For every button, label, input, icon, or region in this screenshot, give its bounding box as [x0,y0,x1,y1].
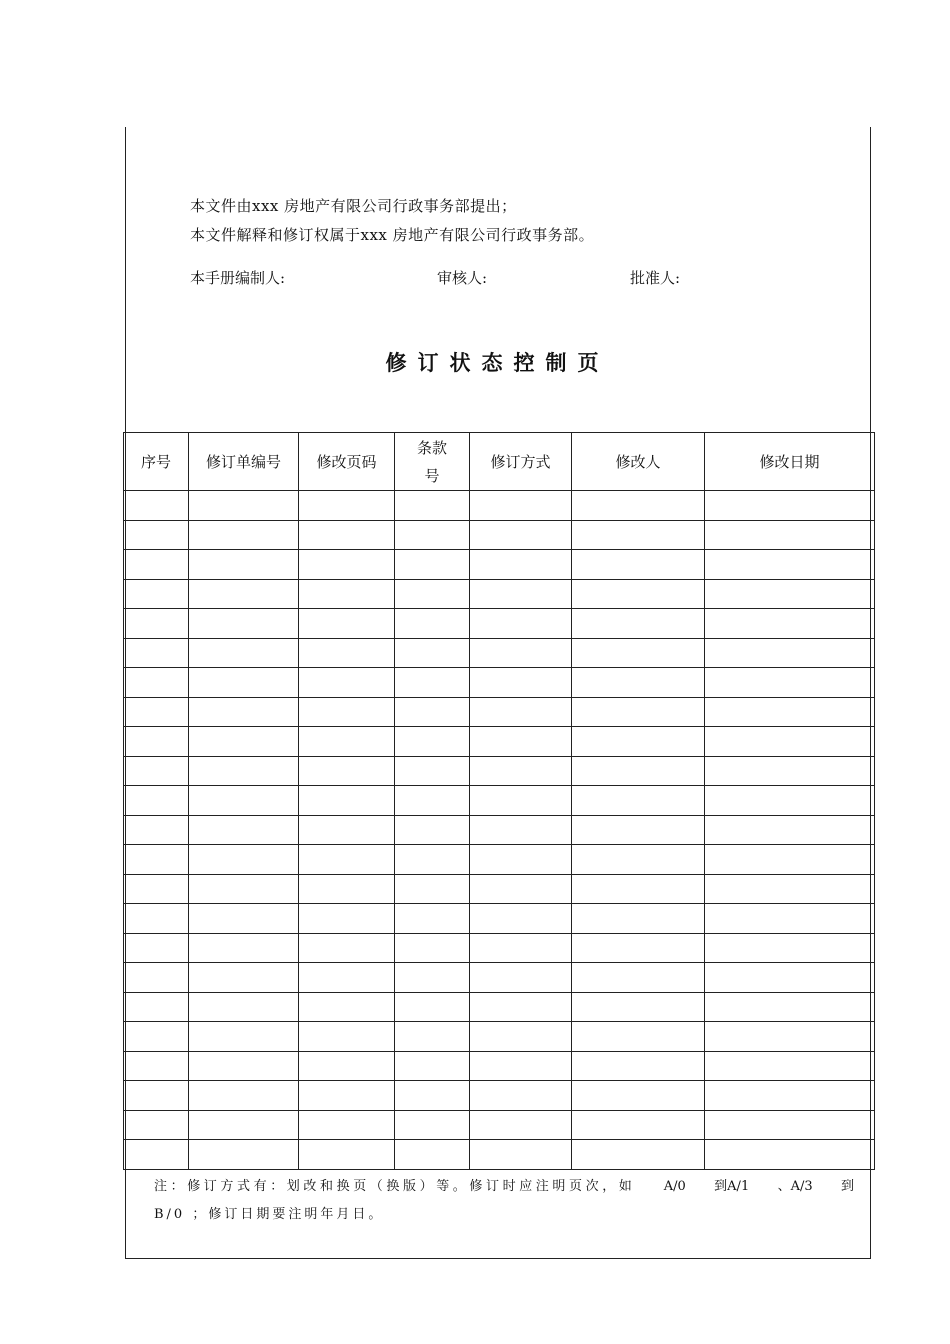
table-cell[interactable] [705,1022,875,1052]
revision-table [123,432,875,1170]
table-cell[interactable] [189,933,299,963]
table-cell[interactable] [299,933,395,963]
table-cell[interactable] [470,992,572,1022]
table-cell[interactable] [189,550,299,580]
note-ref-a1: 到A/1 [714,1179,750,1194]
table-cell[interactable] [572,550,705,580]
table-row [124,520,875,550]
table-cell[interactable] [705,786,875,816]
table-cell[interactable] [470,933,572,963]
table-cell[interactable] [189,697,299,727]
table-cell[interactable] [124,1081,189,1111]
table-header-row [124,433,875,491]
table-cell[interactable] [470,1140,572,1170]
reviewer-label: 审核人: [437,269,488,287]
table-cell[interactable] [572,1051,705,1081]
table-cell[interactable] [124,963,189,993]
table-cell[interactable] [572,756,705,786]
table-cell[interactable] [299,786,395,816]
table-cell[interactable] [299,1051,395,1081]
table-row [124,933,875,963]
table-cell[interactable] [299,992,395,1022]
table-cell[interactable] [572,1110,705,1140]
table-cell[interactable] [470,963,572,993]
table-cell[interactable] [189,1022,299,1052]
table-cell[interactable] [124,520,189,550]
table-cell[interactable] [395,786,470,816]
table-cell[interactable] [124,727,189,757]
table-row [124,1022,875,1052]
note [154,1173,854,1229]
table-cell[interactable] [705,904,875,934]
table-cell[interactable] [705,874,875,904]
table-cell[interactable] [470,609,572,639]
table-row [124,609,875,639]
table-cell[interactable] [124,845,189,875]
header-modified-date: 修改日期 [705,433,875,491]
table-cell[interactable] [189,1051,299,1081]
table-cell[interactable] [299,904,395,934]
table-row [124,874,875,904]
table-cell[interactable] [572,697,705,727]
table-cell[interactable] [124,638,189,668]
table-row [124,727,875,757]
table-cell[interactable] [124,874,189,904]
table-cell[interactable] [395,638,470,668]
table-cell[interactable] [189,609,299,639]
table-cell[interactable] [124,668,189,698]
table-cell[interactable] [299,550,395,580]
table-cell[interactable] [189,638,299,668]
table-cell[interactable] [124,550,189,580]
table-cell[interactable] [124,904,189,934]
table-cell[interactable] [470,815,572,845]
table-cell[interactable] [470,1110,572,1140]
table-cell[interactable] [189,756,299,786]
page-title: 修订状态控制页 [385,350,610,375]
table-cell[interactable] [299,520,395,550]
table-cell[interactable] [470,579,572,609]
table-row [124,1140,875,1170]
table-cell[interactable] [572,491,705,521]
table-cell[interactable] [572,668,705,698]
table-cell[interactable] [470,756,572,786]
table-cell[interactable] [395,697,470,727]
note-ref-a3: 、A/3 [777,1179,813,1194]
table-cell[interactable] [705,638,875,668]
table-cell[interactable] [189,963,299,993]
table-row [124,1051,875,1081]
table-cell[interactable] [395,1051,470,1081]
table-cell[interactable] [299,697,395,727]
table-cell[interactable] [395,992,470,1022]
table-cell[interactable] [705,550,875,580]
intro-line-2: 本文件解释和修订权属于xxx 房地产有限公司行政事务部。 [190,226,595,244]
table-row [124,1110,875,1140]
table-cell[interactable] [124,933,189,963]
table-cell[interactable] [189,815,299,845]
table-cell[interactable] [572,727,705,757]
table-cell[interactable] [572,579,705,609]
table-cell[interactable] [470,1081,572,1111]
table-cell[interactable] [705,727,875,757]
table-cell[interactable] [705,697,875,727]
table-cell[interactable] [124,786,189,816]
table-cell[interactable] [705,609,875,639]
table-cell[interactable] [299,1110,395,1140]
table-cell[interactable] [572,1022,705,1052]
note-line-2: B/0 ；修订日期要注明年月日。 [154,1207,385,1222]
table-cell[interactable] [470,1022,572,1052]
table-cell[interactable] [395,874,470,904]
table-cell[interactable] [705,520,875,550]
table-row [124,697,875,727]
table-cell[interactable] [189,992,299,1022]
table-cell[interactable] [572,520,705,550]
intro-line-1: 本文件由xxx 房地产有限公司行政事务部提出； [190,197,517,215]
table-cell[interactable] [470,638,572,668]
table-cell[interactable] [189,520,299,550]
table-row [124,963,875,993]
compiler-label: 本手册编制人: [190,269,286,287]
table-cell[interactable] [572,638,705,668]
table-cell[interactable] [189,491,299,521]
table-cell[interactable] [572,845,705,875]
table-cell[interactable] [299,491,395,521]
table-cell[interactable] [124,579,189,609]
table-cell[interactable] [299,1140,395,1170]
table-cell[interactable] [299,756,395,786]
table-row [124,786,875,816]
table-cell[interactable] [705,963,875,993]
table-cell[interactable] [395,815,470,845]
table-cell[interactable] [299,609,395,639]
header-modified-page: 修改页码 [299,433,395,491]
note-to: 到 [840,1179,854,1194]
table-row [124,550,875,580]
table-cell[interactable] [572,963,705,993]
table-cell[interactable] [124,1110,189,1140]
table-cell[interactable] [470,1051,572,1081]
table-cell[interactable] [470,845,572,875]
table-cell[interactable] [470,786,572,816]
table-row [124,904,875,934]
table-cell[interactable] [124,1051,189,1081]
note-line-1 [154,1173,854,1201]
table-cell[interactable] [124,609,189,639]
table-cell[interactable] [395,1022,470,1052]
header-revision-number: 修订单编号 [189,433,299,491]
table-cell[interactable] [124,992,189,1022]
table-cell[interactable] [395,550,470,580]
table-cell[interactable] [299,638,395,668]
table-cell[interactable] [395,609,470,639]
table-cell[interactable] [299,845,395,875]
table-cell[interactable] [705,1110,875,1140]
table-cell[interactable] [299,1022,395,1052]
table-cell[interactable] [395,963,470,993]
table-cell[interactable] [189,579,299,609]
table-cell[interactable] [189,1081,299,1111]
table-cell[interactable] [299,1081,395,1111]
table-cell[interactable] [572,815,705,845]
table-row [124,1081,875,1111]
table-cell[interactable] [470,904,572,934]
table-cell[interactable] [189,845,299,875]
table-cell[interactable] [572,1140,705,1170]
header-modifier: 修改人 [572,433,705,491]
table-cell[interactable] [705,1051,875,1081]
table-cell[interactable] [395,668,470,698]
table-row [124,491,875,521]
table-cell[interactable] [395,491,470,521]
note-ref-a0: A/0 [663,1179,686,1194]
table-cell[interactable] [705,1081,875,1111]
table-cell[interactable] [299,579,395,609]
table-cell[interactable] [705,579,875,609]
table-cell[interactable] [124,815,189,845]
table-cell[interactable] [395,1081,470,1111]
table-cell[interactable] [124,491,189,521]
table-cell[interactable] [572,904,705,934]
table-cell[interactable] [189,1110,299,1140]
table-row [124,638,875,668]
table-cell[interactable] [299,815,395,845]
table-cell[interactable] [124,1022,189,1052]
table-cell[interactable] [299,727,395,757]
table-cell[interactable] [395,904,470,934]
table-cell[interactable] [705,933,875,963]
table-cell[interactable] [572,609,705,639]
table-cell[interactable] [705,756,875,786]
table-cell[interactable] [470,668,572,698]
table-cell[interactable] [572,874,705,904]
table-cell[interactable] [395,756,470,786]
table-cell[interactable] [705,992,875,1022]
table-cell[interactable] [189,727,299,757]
table-row [124,845,875,875]
table-cell[interactable] [395,933,470,963]
table-cell[interactable] [395,1140,470,1170]
note-text: 注：修订方式有：划改和换页（换版）等。修订时应注明页次，如 [154,1179,636,1194]
table-cell[interactable] [572,786,705,816]
table-cell[interactable] [705,1140,875,1170]
table-cell[interactable] [189,1140,299,1170]
table-cell[interactable] [705,815,875,845]
table-cell[interactable] [189,874,299,904]
table-cell[interactable] [124,756,189,786]
table-cell[interactable] [395,520,470,550]
table-cell[interactable] [189,786,299,816]
table-cell[interactable] [395,845,470,875]
header-clause-number: 条款号 [395,433,470,491]
table-row [124,668,875,698]
table-cell[interactable] [189,668,299,698]
header-index: 序号 [124,433,189,491]
table-row [124,579,875,609]
table-cell[interactable] [705,491,875,521]
table-cell[interactable] [470,520,572,550]
table-cell[interactable] [299,963,395,993]
table-cell[interactable] [470,697,572,727]
table-cell[interactable] [395,579,470,609]
table-cell[interactable] [705,668,875,698]
table-row [124,756,875,786]
table-cell[interactable] [189,904,299,934]
table-cell[interactable] [470,727,572,757]
header-revision-method: 修订方式 [470,433,572,491]
table-cell[interactable] [124,697,189,727]
table-cell[interactable] [705,845,875,875]
table-cell[interactable] [470,491,572,521]
table-cell[interactable] [395,1110,470,1140]
table-cell[interactable] [395,727,470,757]
table-cell[interactable] [572,1081,705,1111]
table-cell[interactable] [124,1140,189,1170]
table-cell[interactable] [299,668,395,698]
table-row [124,815,875,845]
table-cell[interactable] [470,550,572,580]
table-row [124,992,875,1022]
table-cell[interactable] [572,933,705,963]
table-cell[interactable] [299,874,395,904]
table-cell[interactable] [470,874,572,904]
table-cell[interactable] [572,992,705,1022]
approver-label: 批准人: [630,269,681,287]
